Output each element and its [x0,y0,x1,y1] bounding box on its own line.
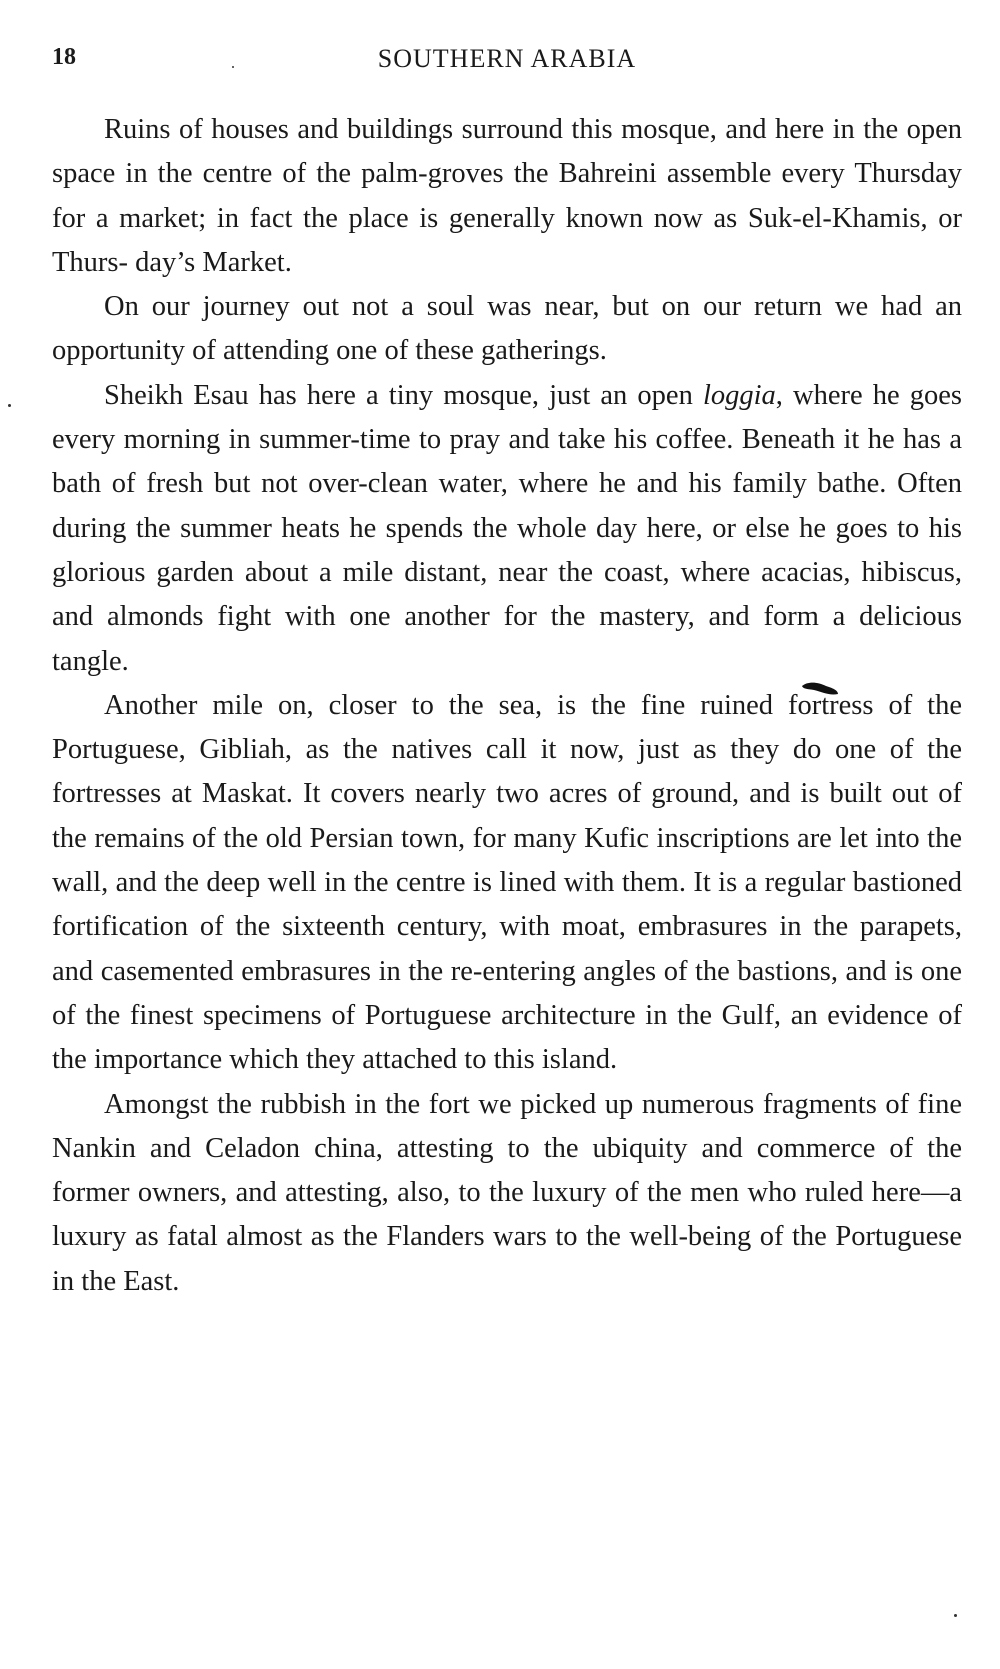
running-title: SOUTHERN ARABIA [377,44,637,73]
ink-blot-mark [800,680,840,698]
paragraph-5 [52,1083,962,1304]
paper-speck [8,404,11,407]
paragraph-3 [52,374,962,684]
italic-term: loggia [702,379,776,411]
paragraph-4 [52,684,962,1083]
paragraph-text: Another mile on, closer to the sea, is the fine ruined fortress of the Portuguese, Gibliah, as the natives call it now, just as they do one of the fortresses at Maskat. It covers nearly two acres of ground, and is built out of the remains of the old Persian town, for many Kufic inscriptions are let into the wall, and the deep well in the centre is lined with them. It is a regular bastioned fortification of the sixteenth century, with moat, embrasures in the parapets, and casemented embrasures in the re-entering angles of the bastions, and is one of the finest specimens of Portuguese architecture in the Gulf, an evidence of the importance which they attached to this island. [52,689,962,1076]
paper-speck [954,1614,957,1617]
paper-speck [232,66,234,68]
page-number: 18 [52,44,76,70]
paragraph-2 [52,285,962,374]
page-header [52,44,962,84]
body-text [52,108,962,1304]
paragraph-text: Sheikh Esau has here a tiny mosque, just an open [104,379,703,411]
paragraph-text: , where he goes every morning in summer-time to pray and take his coffee. Beneath it he has a bath of fresh but not over-clean water, where he and his family bathe. Often during the summer heats he spends the whole day here, or else he goes to his glorious garden about a mile distant, near the coast, where acacias, hibiscus, and almonds fight with one another for the mastery, and form a delicious tangle. [52,379,962,677]
paragraph-text: Amongst the rubbish in the fort we picked up numerous fragments of fine Nankin and Celadon china, attesting to the ubiquity and commerce of the former owners, and attesting, also, to the luxury of the men who ruled here—a luxury as fatal almost as the Flanders wars to the well-being of the Portuguese in the East. [52,1088,962,1297]
paragraph-text: On our journey out not a soul was near, but on our return we had an opportunity of attending one of these gatherings. [52,291,962,367]
paragraph-text: Ruins of houses and buildings surround this mosque, and here in the open space in the centre of the palm-groves the Bahreini assemble every Thursday for a market; in fact the place is generally known now as Suk-el-Khamis, or Thurs- day’s Market. [52,114,962,278]
paragraph-1 [52,108,962,285]
